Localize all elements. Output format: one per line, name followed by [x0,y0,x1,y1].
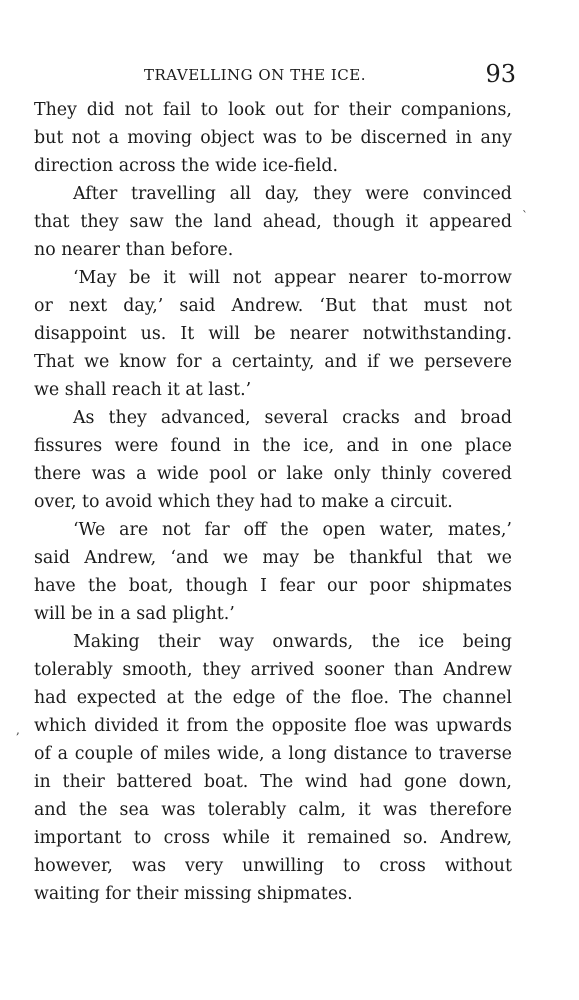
word: and [413,408,447,428]
word: while [222,828,270,848]
word: we [486,548,512,568]
word: unwilling [242,856,325,876]
text-line [34,516,512,544]
word: upwards [435,716,512,736]
word: did [86,100,115,120]
word: they [108,408,147,428]
word: ‘We [73,520,106,540]
word: that [436,548,473,568]
word: The [260,772,294,792]
word: it [282,828,295,848]
page-header [34,58,516,98]
word: fissures [34,436,103,456]
word: must [423,296,468,316]
text-line [34,124,512,152]
word: will [208,324,240,344]
word: their [62,772,105,792]
word: be [313,548,335,568]
text-line [34,96,512,124]
word: the [262,436,291,456]
word: That [34,352,75,372]
word: it [358,800,371,820]
text-line [34,544,512,572]
word: moving [127,128,192,148]
word: not [124,100,154,120]
word: said [179,296,216,316]
word: They [34,100,77,120]
word: ice [418,632,445,652]
word: to [414,744,432,764]
text-line [34,712,512,740]
word: but [34,128,64,148]
word: thankful [349,548,423,568]
word: The [399,688,433,708]
word: the [88,576,117,596]
word: so. [403,828,428,848]
text-line [34,180,512,208]
word: said [34,548,70,568]
word: certainty, [231,352,315,372]
word: battered [116,772,193,792]
word: fear [279,576,315,596]
word: lake [286,464,324,484]
word: day, [264,184,300,204]
word: of [285,688,303,708]
word: to [133,828,152,848]
word: in [391,436,409,456]
word: a [136,464,147,484]
word: to [305,128,323,148]
print-speck: ˋ [522,209,528,223]
text-line: waiting for their missing shipmates. [34,884,353,904]
word: the [312,688,342,708]
word: way [218,632,254,652]
word: smooth, [122,660,193,680]
word: the [235,716,265,736]
word: which [34,716,87,736]
word: their [348,100,392,120]
word: Andrew, [440,828,512,848]
text-line [34,656,512,684]
word: place [464,436,512,456]
word: edge [232,688,276,708]
word: be [129,268,151,288]
text-line [34,628,512,656]
word: sooner [324,660,385,680]
word: was [161,800,196,820]
word: and [34,800,67,820]
paragraph [34,516,512,628]
paragraph [34,264,512,404]
word: saw [129,212,164,232]
word: the [371,632,401,652]
word: mates,’ [447,520,512,540]
word: that [372,296,408,316]
word: boat, [128,576,174,596]
word: were [114,436,159,456]
word: look [228,100,266,120]
word: arrived [250,660,315,680]
word: thinly [381,464,432,484]
word: I [260,576,267,596]
text-line [34,768,512,796]
word: to-morrow [419,268,512,288]
text-line: direction across the wide ice-field. [34,156,339,176]
word: they [313,184,352,204]
word: disappoint [34,324,127,344]
word: the [280,520,309,540]
word: wind [304,772,348,792]
word: notwithstanding. [362,324,512,344]
word: remained [307,828,391,848]
word: not [232,268,262,288]
word: for [176,352,202,372]
text-line [34,796,512,824]
word: Andrew, [84,548,157,568]
word: was [131,856,167,876]
word: important [34,828,122,848]
word: not [71,128,101,148]
word: a [211,352,222,372]
text-line [34,852,512,880]
word: their [158,632,201,652]
word: broad [460,408,512,428]
word: land [213,212,253,232]
text-line [34,460,512,488]
word: without [444,856,512,876]
text-line [34,824,512,852]
text-line [34,264,512,292]
word: are [119,520,149,540]
word: to [342,856,361,876]
word: the [174,212,203,232]
word: convinced [422,184,512,204]
word: next [68,296,108,316]
text-line [34,208,512,236]
text-line [34,404,512,432]
word: found [170,436,221,456]
word: nearer [289,324,349,344]
word: it [405,212,419,232]
word: we [84,352,110,372]
running-title: TRAVELLING ON THE ICE. [144,66,367,84]
word: all [229,184,252,204]
word: down, [458,772,512,792]
word: was [91,464,126,484]
word: one [420,436,453,456]
word: a [271,744,282,764]
word: that [34,212,70,232]
word: pool [209,464,247,484]
word: be [254,324,276,344]
word: in [455,128,473,148]
word: not [161,520,191,540]
body-text [34,96,512,908]
word: It [180,324,195,344]
word: at [166,688,184,708]
word: floe. [351,688,390,708]
word: cross [163,828,211,848]
word: tolerably [34,660,113,680]
word: had [359,772,393,792]
word: nearer [348,268,408,288]
text-line [34,432,512,460]
paragraph [34,180,512,264]
word: from [186,716,229,736]
word: distance [333,744,408,764]
word: they [80,212,119,232]
text-line [34,740,512,768]
word: may [262,548,300,568]
text-line [34,684,512,712]
word: long [288,744,327,764]
word: we [389,352,415,372]
word: had [34,688,67,708]
word: After [73,184,118,204]
word: companions, [400,100,512,120]
word: calm, [298,800,347,820]
word: was [394,716,429,736]
word: wide [156,464,199,484]
word: will [188,268,221,288]
word: expected [76,688,157,708]
word: appeared [428,212,512,232]
word: cracks [342,408,400,428]
word: any [480,128,512,148]
word: ice, [303,436,335,456]
text-line [34,348,512,376]
word: very [184,856,224,876]
word: gone [403,772,447,792]
word: to [200,100,219,120]
word: miles [163,744,211,764]
word: though [332,212,395,232]
word: far [204,520,230,540]
word: have [34,576,76,596]
word: than [393,660,434,680]
word: floe [354,716,387,736]
text-line [34,572,512,600]
text-line [34,292,512,320]
word: persevere [424,352,512,372]
word: several [264,408,329,428]
word: we [222,548,249,568]
word: were [365,184,410,204]
word: ‘But [319,296,356,316]
word: out [275,100,304,120]
word: fail [163,100,191,120]
word: though [185,576,248,596]
word: or [257,464,276,484]
word: ‘May [73,268,117,288]
word: there [34,464,82,484]
word: wide, [217,744,265,764]
word: it [166,716,179,736]
word: Making [73,632,140,652]
page-number: 93 [485,60,516,88]
word: and [324,352,358,372]
word: tolerably [207,800,287,820]
word: be [330,128,353,148]
text-line [34,320,512,348]
word: in [233,436,251,456]
word: appear [273,268,336,288]
word: or [34,296,53,316]
word: in [34,772,51,792]
word: ‘and [170,548,209,568]
text-line: over, to avoid which they had to make a circuit. [34,492,453,512]
word: divided [94,716,159,736]
word: a [108,128,119,148]
text-line: we shall reach it at last.’ [34,380,252,400]
word: As [73,408,95,428]
word: open [322,520,366,540]
word: only [333,464,371,484]
word: being [462,632,512,652]
word: our [327,576,358,596]
word: channel [442,688,512,708]
word: covered [441,464,512,484]
text-line: will be in a sad plight.’ [34,604,235,624]
word: advanced, [160,408,251,428]
word: us. [140,324,167,344]
word: off [243,520,267,540]
word: boat. [203,772,249,792]
word: the [78,800,108,820]
word: opposite [271,716,347,736]
word: Andrew. [231,296,304,316]
word: not [483,296,512,316]
word: therefore [429,800,512,820]
word: a [57,744,69,764]
word: object [200,128,255,148]
word: ahead, [262,212,322,232]
word: the [194,688,223,708]
word: onwards, [272,632,354,652]
word: traverse [438,744,512,764]
word: if [367,352,380,372]
word: Andrew [443,660,512,680]
word: for [313,100,339,120]
text-line: no nearer than before. [34,240,234,260]
word: they [202,660,241,680]
word: however, [34,856,113,876]
word: was [262,128,297,148]
word: it [163,268,176,288]
word: of [34,744,51,764]
print-speck: , [16,723,20,737]
word: discerned [360,128,448,148]
word: travelling [131,184,216,204]
word: poor [369,576,410,596]
word: couple [74,744,134,764]
word: and [346,436,380,456]
paragraph [34,96,512,180]
word: sea [119,800,150,820]
word: know [119,352,167,372]
word: cross [379,856,426,876]
paragraph [34,404,512,516]
word: day,’ [123,296,164,316]
word: was [382,800,418,820]
word: of [139,744,157,764]
word: shipmates [422,576,512,596]
word: water, [379,520,434,540]
paragraph [34,628,512,908]
